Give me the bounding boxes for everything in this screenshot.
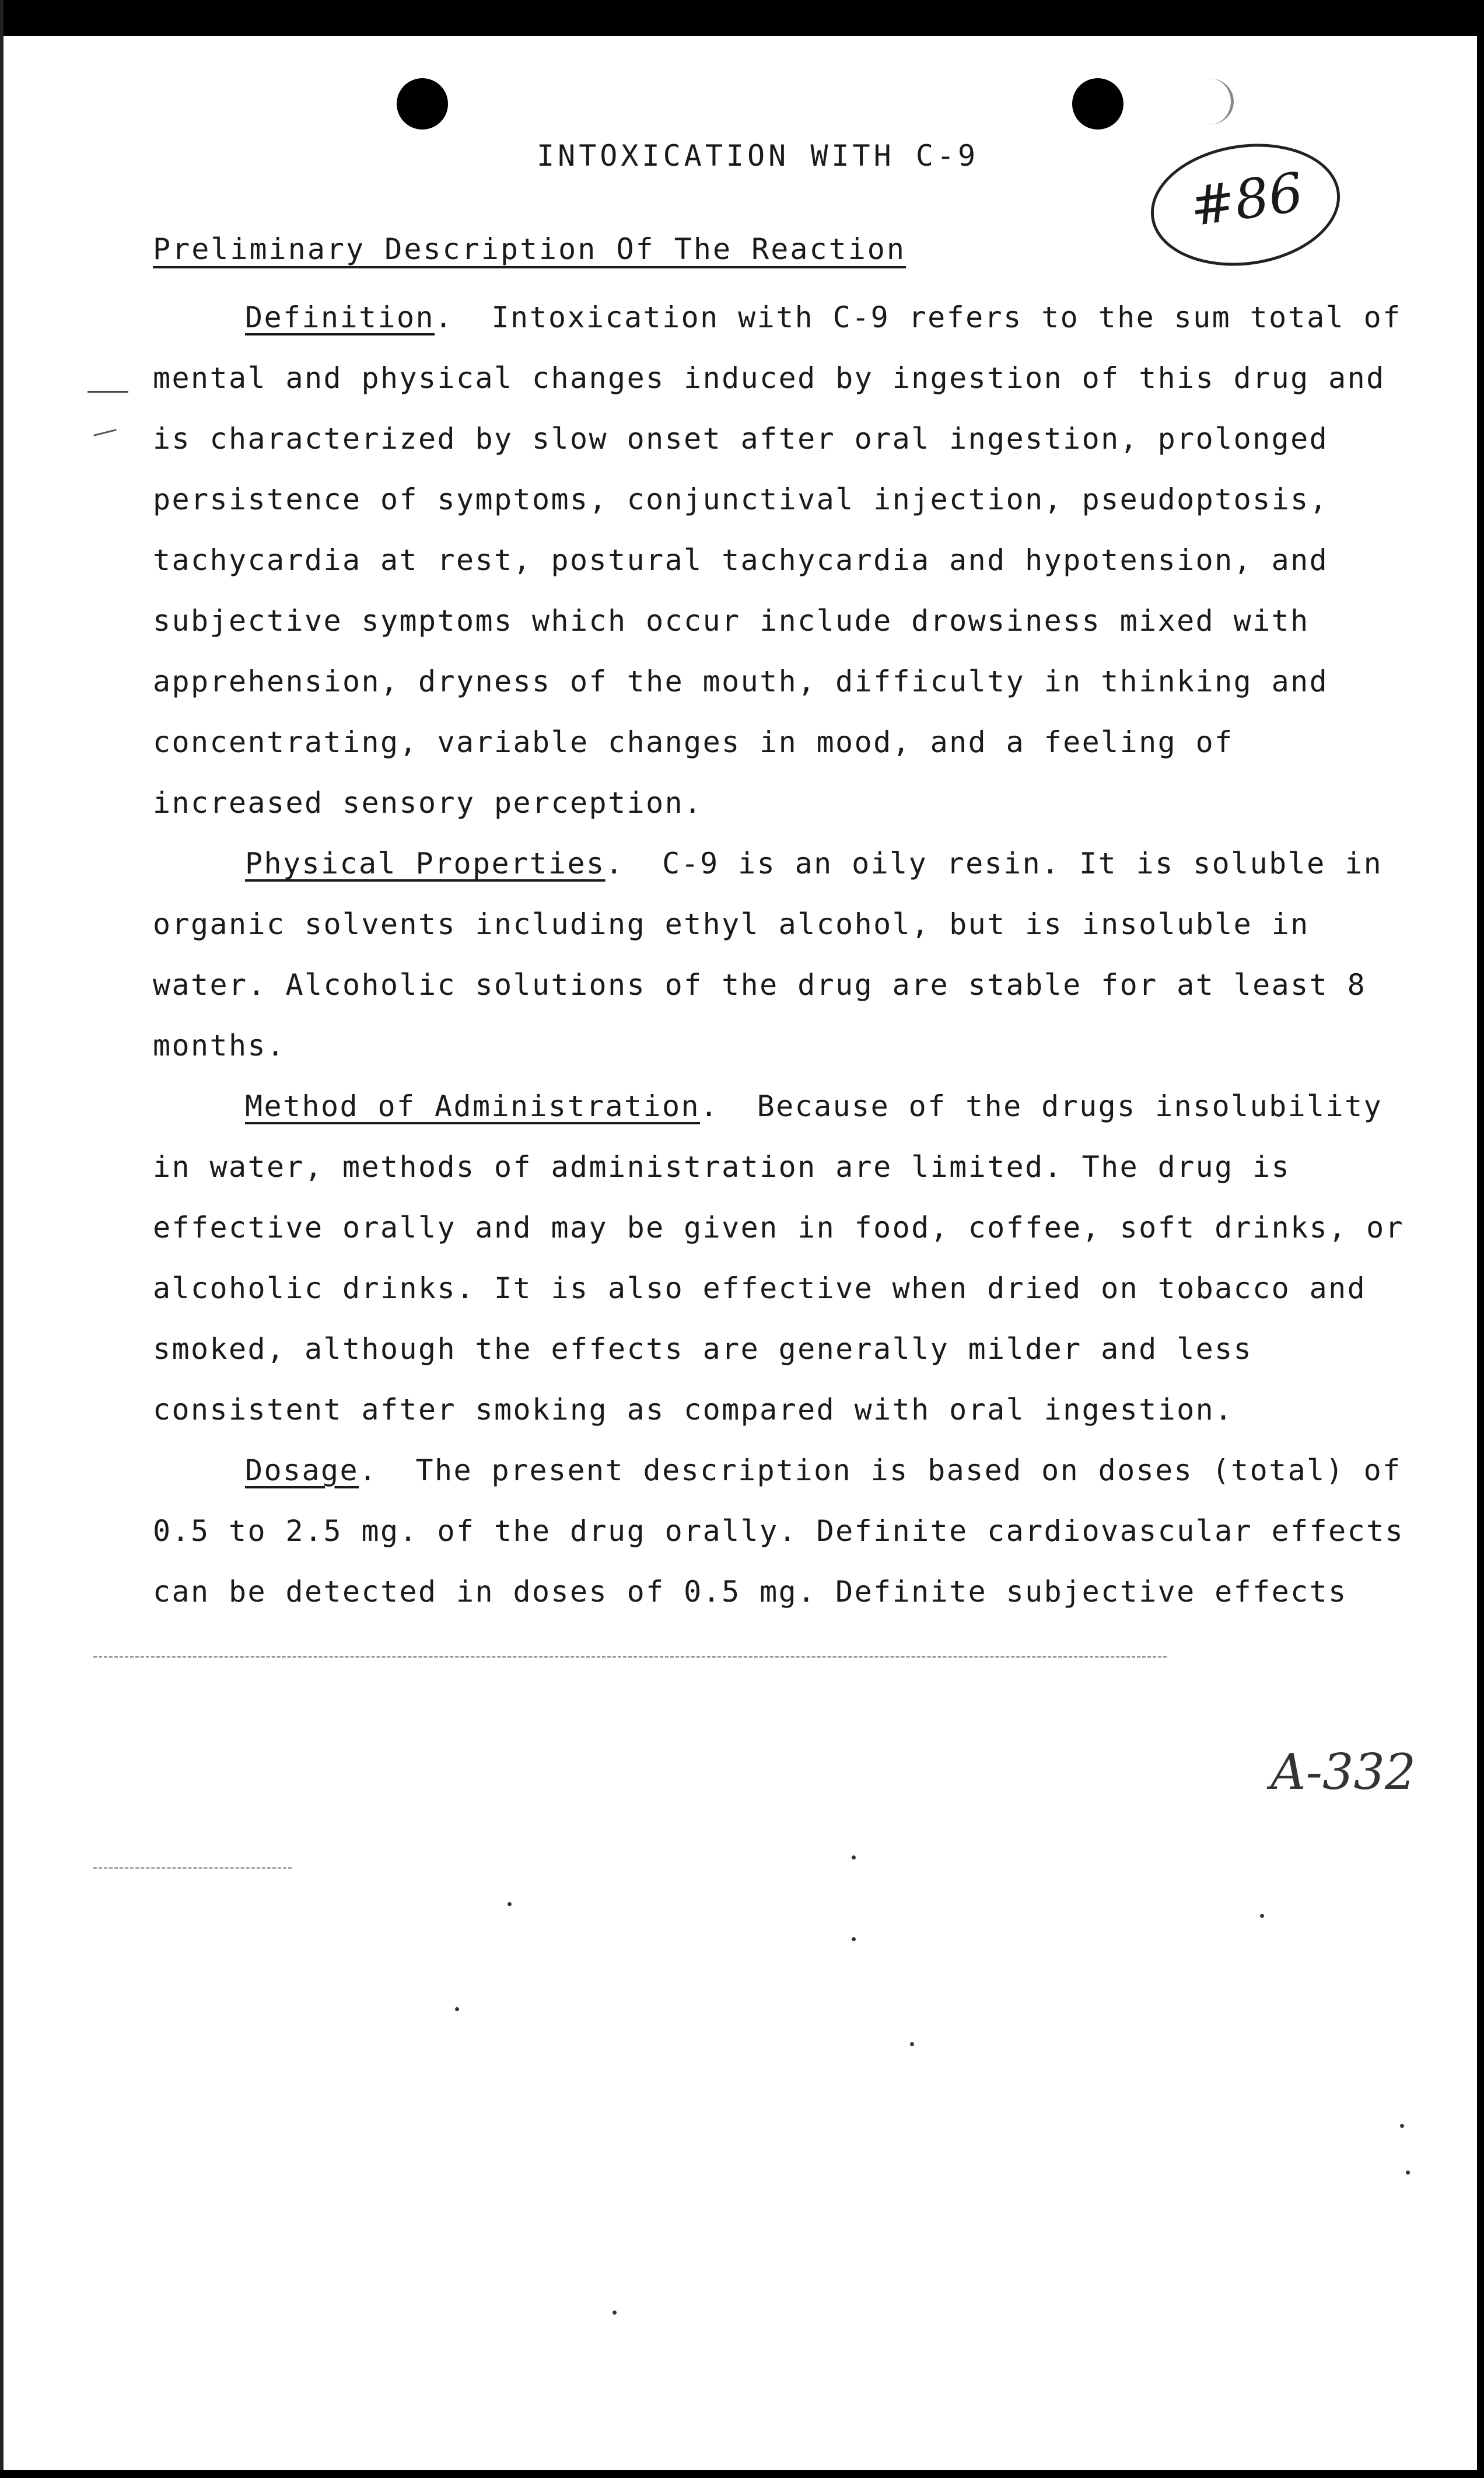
paragraph-label: Definition [245,300,435,334]
paragraph-label: Physical Properties [245,847,606,880]
paragraph-definition: Definition. Intoxication with C-9 refers to the sum total of mental and physical changes induced by ingestion of this drug and is characterized by slow onset after oral ingestion, prolonged persistence of symptoms, conjunctival injection, pseudoptosis, tachycardia at rest, postural tachycardia and hypotension, and subjective symptoms which occur include drowsiness mixed with apprehension, dryness of the mouth, difficulty in thinking and concentrating, variable changes in mood, and a feeling of increased sensory perception. [153,300,1402,820]
punch-hole-faint [1184,78,1234,125]
scan-left-border [0,0,4,2478]
scan-speck [1406,2171,1410,2175]
stamp-number: #86 [1186,160,1307,239]
scan-speck [612,2311,617,2315]
margin-mark [93,429,117,436]
punch-hole-right [1072,78,1124,130]
paragraph-method-of-administration: Method of Administration. Because of the drugs insolubility in water, methods of administration are limited. The drug is effective orally and may be given in food, coffee, soft drinks, or alcoholic drinks. It is also effective when dried on tobacco and smoked, although the effects are generally milder and less consistent after smoking as compared with oral ingestion. [153,1089,1405,1427]
paragraph-physical-properties: Physical Properties. C-9 is an oily resin. It is soluble in organic solvents including ethyl alcohol, but is insoluble in water. Alcoholic solutions of the drug are stable for at least 8 months. [153,847,1383,1063]
scan-speck [852,1937,856,1941]
scan-speck [1400,2124,1404,2128]
section-heading: Preliminary Description Of The Reaction [153,232,906,266]
scan-speck [1260,1914,1264,1918]
scan-speck [508,1902,512,1906]
paragraph-label: Dosage [245,1453,359,1487]
scan-right-border [1477,0,1484,2478]
document-title: INTOXICATION WITH C-9 [537,139,979,173]
paragraph-label: Method of Administration [245,1089,701,1123]
paragraph-text: Because of the drugs insolubility in water, methods of administration are limited. The drug is effective orally and may be given in food, coffee, soft drinks, or alcoholic drinks. It is also effective when dried on tobacco and smoked, although the effects are generally milder and less consistent after smoking as compared with oral ingestion. [153,1089,1405,1427]
scan-speck [455,2007,459,2011]
scan-speck [852,1855,856,1860]
document-body [153,287,1413,1622]
handwritten-annotation: A-332 [1270,1743,1416,1801]
faint-rule-line [93,1867,292,1869]
paragraph-text: C-9 is an oily resin. It is soluble in organic solvents including ethyl alcohol, but is insoluble in water. Alcoholic solutions of the drug are stable for at least 8 months. [153,847,1383,1063]
margin-mark [88,391,128,393]
faint-rule-line [93,1656,1167,1658]
punch-hole-left [397,78,448,130]
circled-number-stamp [1143,132,1348,277]
scan-top-border [0,0,1484,36]
scan-speck [910,2042,914,2046]
paragraph-text: Intoxication with C-9 refers to the sum total of mental and physical changes induced by ingestion of this drug and is characterized by slow onset after oral ingestion, prolonged persistence of symptoms, conjunctival injection, pseudoptosis, tachycardia at rest, postural tachycardia and hypotension, and subjective symptoms which occur include drowsiness mixed with apprehension, dryness of the mouth, difficulty in thinking and concentrating, variable changes in mood, and a feeling of increased sensory perception. [153,300,1402,820]
scan-bottom-border [0,2470,1484,2478]
paragraph-dosage: Dosage. The present description is based on doses (total) of 0.5 to 2.5 mg. of the drug orally. Definite cardiovascular effects can be detected in doses of 0.5 mg. Definite subjective effects [153,1453,1405,1609]
paragraph-text: The present description is based on doses (total) of 0.5 to 2.5 mg. of the drug orally. Definite cardiovascular effects can be detected in doses of 0.5 mg. Definite subjective effects [153,1453,1405,1609]
